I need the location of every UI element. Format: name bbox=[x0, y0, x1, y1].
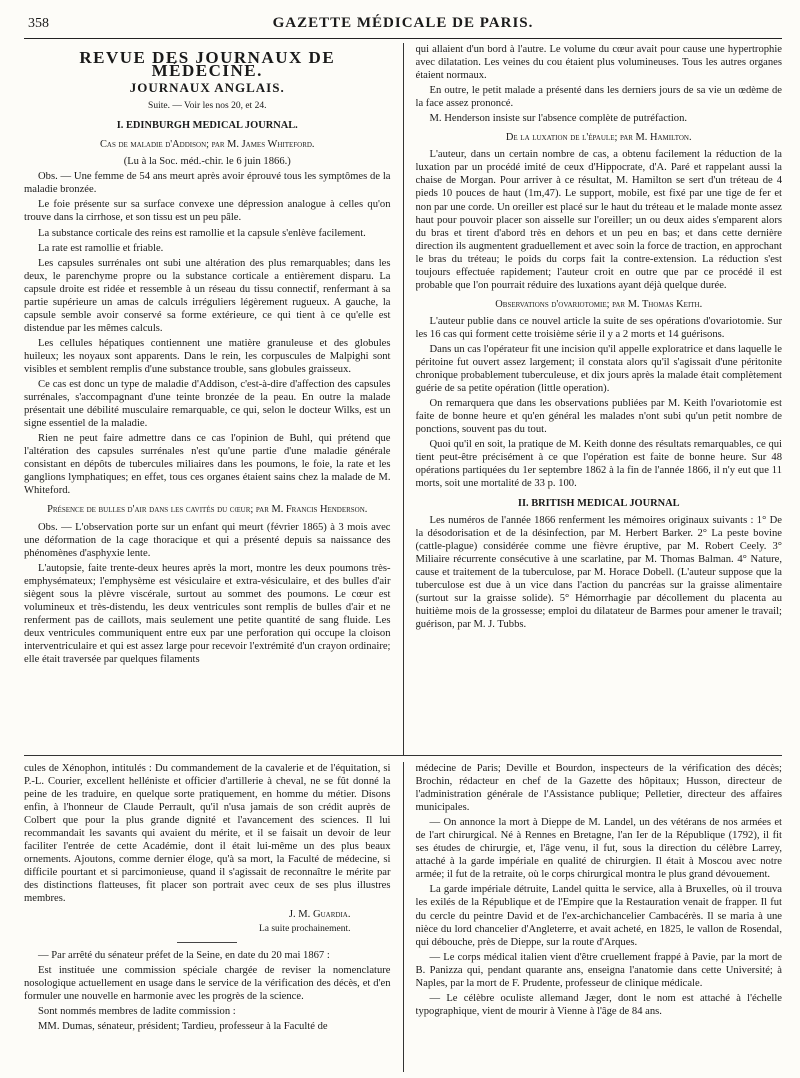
suite-note: Suite. — Voir les nos 20, et 24. bbox=[148, 101, 267, 112]
paragraph: — Par arrêté du sénateur préfet de la Seine, en date du 20 mai 1867 : bbox=[38, 949, 330, 961]
short-rule bbox=[177, 942, 237, 943]
top-columns bbox=[24, 43, 782, 755]
paragraph: Obs. — Une femme de 54 ans meurt après avoir éprouvé tous les symptômes de la maladie bronzée. bbox=[24, 171, 391, 196]
paragraph: Les capsules surrénales ont subi une altération des plus remarquables; dans les deux, le parenchyme propre ou la substance corticale a entièrement disparu. La capsule droite est ridée et ressemble à un réseau du tissu connectif, renfermant à sa partie supérieure un amas de calculs irréguliers légèrement rugueux. A gauche, la capsule semble avoir conservé sa forme extérieure, ce qui tient à ce qu'elle est distendue par les mêmes calculs. bbox=[24, 257, 391, 334]
suite-note: La suite prochainement. bbox=[258, 923, 351, 934]
paragraph: Rien ne peut faire admettre dans ce cas l'opinion de Buhl, qui prétend que l'altération des capsules surrénales n'est qu'une partie d'une maladie générale consistant en dépôts de tubercules miliaires dans les poumons, le foie, la rate et les ganglions lymphatiques; en effet, tous ces organes étaient sains chez la malade de M. Whiteford. bbox=[24, 433, 391, 497]
paragraph: M. Henderson insiste sur l'absence complète de putréfaction. bbox=[429, 113, 688, 125]
paragraph: Sont nommés membres de ladite commission : bbox=[38, 1005, 236, 1017]
paragraph: La garde impériale détruite, Landel quitta le service, alla à Bruxelles, où il trouva les exilés de la République et de l'Empire que la Restauration venait de frapper. Il fut du cercle du peintre David et de l'ex-archichancelier Cambacérès. Il se maria à une nièce du lord chancelier d'Angleterre, et avait acheté, en 1825, le vallon de Rosendal, qui débouche, près de Dieppe, sur la route d'Arques. bbox=[415, 884, 782, 948]
paragraph: L'auteur, dans un certain nombre de cas, a obtenu facilement la réduction de la luxation par un procédé imité de ceux d'Hippocrate, d'A. Paré et rappelant aussi la chaise de Morgan. Pour arriver à ce résultat, M. Hamilton se sert d'un tréteau de 4 pieds 10 pouces de haut (1m,47). Le support, mobile, est fixé par une tige de fer et non par une corde. Un oreiller est placé sur le haut du tréteau et le malade monte assez haut pour pouvoir placer son aisselle sur l'oreiller; un ou deux aides s'emparent alors du bras et tirent d'abord très en dehors et un peu en bas; et dans cette dernière direction ils augmentent graduellement et avec soin la force de traction, en approchant le bras du tréteau; le poids du corps fait la contre-extension. La réduction s'est toujours effectuée rapidement; l'auteur croit en outre que par ce procédé il est probable que l'on pourrait réduire des luxations ayant déjà quelque durée. bbox=[415, 149, 782, 291]
section-heading-edinburgh: I. EDINBURGH MEDICAL JOURNAL. bbox=[116, 120, 298, 132]
paragraph: Quoi qu'il en soit, la pratique de M. Keith donne des résultats remarquables, ce qui tient peut-être précisément à ce que l'opération est faite de bonne heure. Sur 48 opérations partiquées du 1er septembre 1862 à la fin de l'année 1866, il n'y eut que 11 morts, soit une mortalité de 33 p. 100. bbox=[415, 439, 782, 490]
article-title-ovariotomie: Observations d'ovariotomie; par M. Thomas Keith. bbox=[495, 298, 703, 310]
left-column bbox=[24, 43, 391, 755]
running-title: GAZETTE MÉDICALE DE PARIS. bbox=[272, 15, 534, 31]
paragraph: L'autopsie, faite trente-deux heures après la mort, montre les deux poumons très-emphysémateux; l'emphysème est vésiculaire et extra-vésiculaire, et des bulles d'air siègent sous la plèvre viscérale, surtout au sommet des poumons. Le cœur est volumineux et très-distendu, les deux ventricules sont remplis de bulles d'air et ne renferment pas de caillots, mais seulement une petite quantité de sang fluide. Les deux ventricules communiquent entre eux par une perforation qui occupe la cloison interventriculaire et qui est assez large pour recevoir l'extrémité d'un crayon ordinaire; elle était traversée par quelques filaments bbox=[24, 562, 391, 665]
signature: J. M. Guardia. bbox=[288, 908, 351, 920]
bottom-columns bbox=[24, 762, 782, 1072]
page-header bbox=[24, 12, 782, 39]
bottom-right-column bbox=[416, 762, 783, 1072]
paragraph: — On annonce la mort à Dieppe de M. Landel, un des vétérans de nos armées et de l'art chirurgical. Né à Rennes en Bretagne, l'an Ier de la République (1792), il fit ses études de chirurgie, et, l'âge venu, il fut, sous la direction du célèbre Larrey, attaché à la garde impériale en qualité de chirurgien. Il était à Moscou avec notre armée; il fut de la retraite, où le corps chirurgical montra le plus grand dévouement. bbox=[415, 817, 782, 881]
paragraph: La rate est ramollie et friable. bbox=[38, 242, 164, 254]
paragraph: — Le corps médical italien vient d'être cruellement frappé à Pavie, par la mort de B. Panizza qui, pendant quarante ans, enseigna l'anatomie dans cette Université; à Naples, par la mort de F. Prudente, professeur de clinique médicale. bbox=[415, 951, 782, 989]
paragraph: — Le célèbre oculiste allemand Jæger, dont le nom est attaché à l'échelle typographique, vient de mourir à Vienne à l'âge de 84 ans. bbox=[415, 992, 782, 1017]
paragraph: La substance corticale des reins est ramollie et la capsule s'enlève facilement. bbox=[38, 227, 366, 239]
paragraph: Les cellules hépatiques contiennent une matière granuleuse et des globules huileux; les noyaux sont apparents. Dans le rein, les corpuscules de Malpighi sont visibles et semblent remplis d'une substance trouble, sans globules graisseux. bbox=[24, 337, 391, 375]
article-title-luxation: De la luxation de l'épaule; par M. Hamilton. bbox=[505, 132, 692, 144]
paragraph: En outre, le petit malade a présenté dans les derniers jours de sa vie un œdème de la face assez prononcé. bbox=[415, 85, 782, 110]
paragraph: Ce cas est donc un type de maladie d'Addison, c'est-à-dire d'affection des capsules surrénales, s'accompagnant d'une teinte bronzée de la peau. En outre la malade présentait une débilité musculaire remarquable, ce qui, selon le docteur Wilks, est un signe essentiel de la maladie. bbox=[24, 379, 391, 430]
review-subheading: JOURNAUX ANGLAIS. bbox=[129, 80, 285, 96]
review-heading: REVUE DES JOURNAUX DE MÉDECINE. bbox=[79, 48, 336, 81]
page-number: 358 bbox=[28, 16, 49, 31]
paragraph: Obs. — L'observation porte sur un enfant qui meurt (février 1865) à 3 mois avec une déformation de la cage thoracique et qui a présenté depuis sa naissance des phénomènes d'asphyxie lente. bbox=[24, 521, 391, 559]
section-divider bbox=[24, 755, 782, 756]
paragraph: Est instituée une commission spéciale chargée de reviser la nomenclature nosologique actuellement en usage dans le service de la vérification des décès, et d'en formuler une nouvelle en harmonie avec les progrès de la science. bbox=[24, 964, 391, 1002]
henderson-body bbox=[24, 521, 391, 667]
section-heading-bmj: II. BRITISH MEDICAL JOURNAL bbox=[517, 497, 680, 509]
paragraph: médecine de Paris; Deville et Bourdon, inspecteurs de la vérification des décès; Brochin, rédacteur en chef de la Gazette des hôpitaux; Husson, directeur de l'administration générale de l'Assistance publique; Pelletier, directeur des affaires municipales. bbox=[415, 763, 782, 814]
paragraph: qui allaient d'un bord à l'autre. Le volume du cœur avait pour cause une hypertrophie avec dilatation. Les veines du cou étaient plus volumineuses. Tous les autres organes étaient normaux. bbox=[415, 44, 782, 82]
right-column bbox=[416, 43, 783, 755]
paragraph: On remarquera que dans les observations publiées par M. Keith l'ovariotomie est faite de bonne heure et qu'en général les malades n'ont subi qu'un petit nombre de ponctions, souvent pas du tout. bbox=[415, 398, 782, 436]
paragraph: L'auteur publie dans ce nouvel article la suite de ses opérations d'ovariotomie. Sur les 16 cas qui forment cette troisième série il y a 2 morts et 14 guérisons. bbox=[415, 315, 782, 340]
paragraph: Dans un cas l'opérateur fit une incision qu'il appelle exploratrice et dans laquelle le péritoine fut ouvert assez largement; il constata alors qu'il s'agissait d'une péritonite chronique probablement tuberculeuse, et dix jours après la malade était complètement guérie de sa petite opération (little operation). bbox=[415, 343, 782, 395]
paragraph: MM. Dumas, sénateur, président; Tardieu, professeur à la Faculté de bbox=[38, 1020, 328, 1032]
paragraph: Les numéros de l'année 1866 renferment les mémoires originaux suivants : 1° De la désodorisation et de la désinfection, par M. Herbert Barker. 2° La peste bovine (cattle-plague) considérée comme une fièvre éruptive, par M. Robert Ceely. 3° Miliaire récurrente consécutive à une scarlatine, par M. Thomas Balman. 4° Nature, cause et traitement de la tuberculose, par M. Horace Dobell. (L'auteur suppose que la tuberculose est due à un vice dans l'action du pancréas sur la graisse alimentaire (surtout sur la graisse solide). 5° Hémorrhagie par décollement du placenta au huitième mois de la grossesse; emploi du dilatateur de Barmes pour amener le travail; guérison, par M. J. Tubbs. bbox=[415, 514, 782, 630]
article-title-addison: Cas de maladie d'Addison; par M. James Whiteford. bbox=[99, 139, 315, 151]
column-divider bbox=[403, 762, 404, 1072]
paragraph: cules de Xénophon, intitulés : Du commandement de la cavalerie et de l'équitation, si P.-L. Courier, excellent helléniste et officier d'artillerie à cheval, ne se fût donné la peine de les traduire, en quelque sorte pratiquement, en homme du métier. Disons enfin, à l'honneur de Claude Perrault, qu'il n'usa jamais de son crédit auprès de Colbert que pour la plus grande dignité et l'avancement des sciences. Il lui recommandait les savants qui avaient du mérite, et il se faisait un devoir de leur faciliter l'entrée de cette Académie, dont il était lui-même un des plus beaux ornements. Ajoutons, comme dernier éloge, qu'à sa mort, la Faculté de médecine, si difficile pourtant et si parcimonieuse, quand il s'agissait de reconnaître le mérite par des distinctions flatteuses, fit placer son portrait avec ceux de ses plus illustres membres. bbox=[24, 763, 391, 905]
addison-body bbox=[24, 170, 391, 497]
column-divider bbox=[403, 43, 404, 755]
bottom-left-column bbox=[24, 762, 391, 1072]
paragraph: Le foie présente sur sa surface convexe une dépression analogue à celles qu'on trouve dans la cirrhose, et son tissu est un peu pâle. bbox=[24, 199, 391, 224]
article-title-henderson: Présence de bulles d'air dans les cavités du cœur; par M. Francis Henderson. bbox=[47, 504, 368, 516]
article-subtitle-addison: (Lu à la Soc. méd.-chir. le 6 juin 1866.) bbox=[123, 156, 291, 168]
